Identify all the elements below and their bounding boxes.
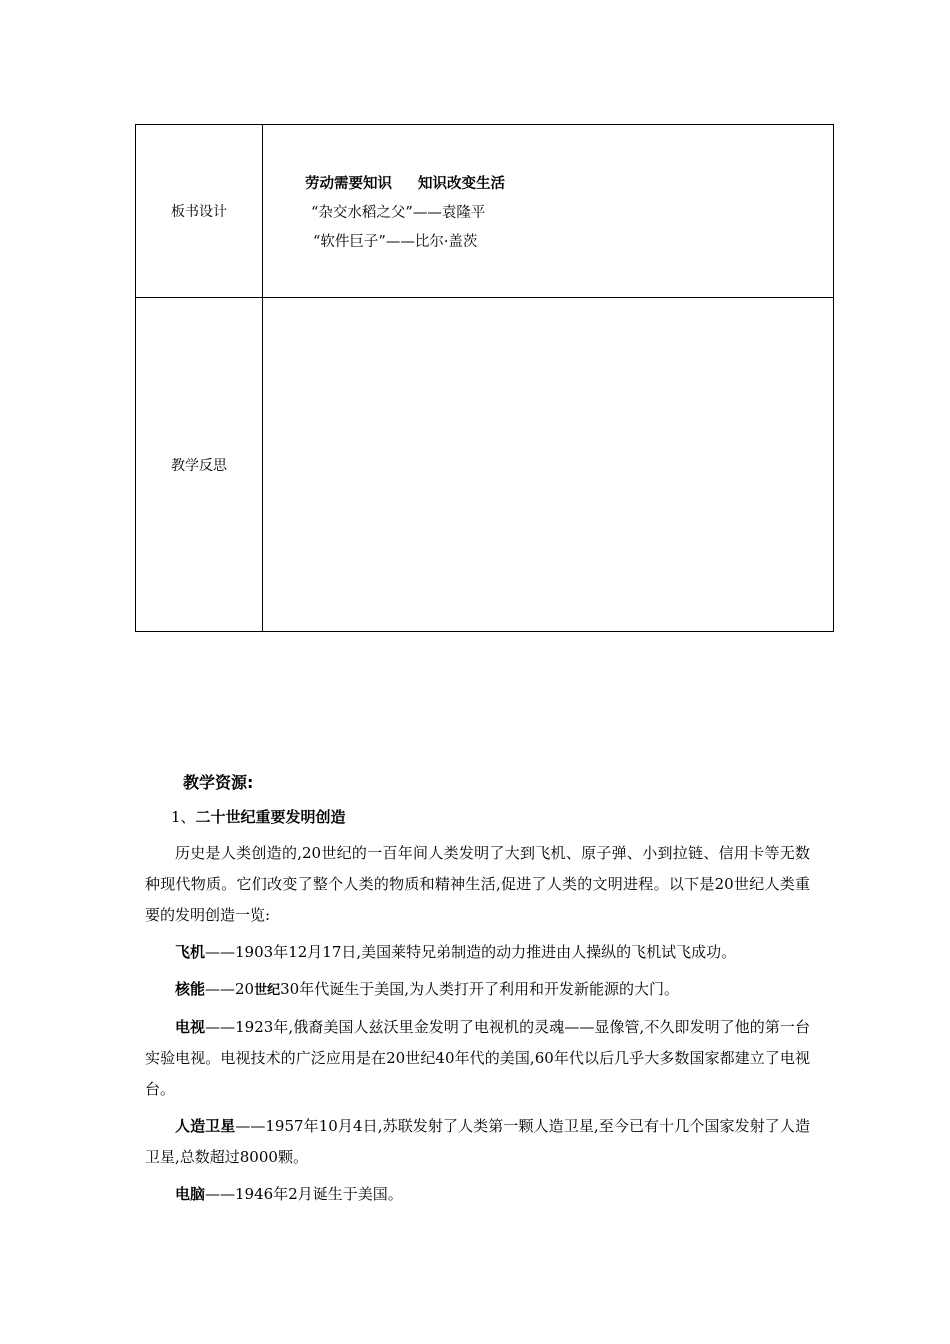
item-text: ——1923年,俄裔美国人兹沃里金发明了电视机的灵魂——显像管,不久即发明了他的第一台实验电视。电视技术的广泛应用是在20世纪40年代的美国,60年代以后几乎大多数国家都建立了电视台。 [145, 1018, 810, 1098]
board-heading-left: 劳动需要知识 [305, 176, 392, 192]
board-design-label: 板书设计 [136, 125, 263, 298]
item-term: 电脑 [175, 1185, 206, 1203]
resources-title: 教学资源: [183, 773, 254, 792]
lesson-plan-table [135, 124, 834, 632]
item-century: 世纪 [254, 983, 281, 998]
board-line-gates: “软件巨子”——比尔·盖茨 [313, 234, 478, 250]
list-item [145, 937, 810, 968]
item-prefix: ——20 [205, 980, 255, 998]
list-item [145, 1111, 810, 1173]
item-text: ——1946年2月诞生于美国。 [205, 1185, 403, 1203]
list-item [145, 974, 810, 1006]
list-item [145, 1012, 810, 1105]
teaching-resources [145, 770, 810, 1210]
section-title: 二十世纪重要发明创造 [195, 808, 346, 826]
item-term: 电视 [175, 1018, 206, 1036]
board-design-content [263, 125, 834, 298]
teaching-reflection-content [263, 298, 834, 632]
item-term: 飞机 [175, 943, 206, 961]
board-heading-right: 知识改变生活 [418, 176, 505, 192]
board-line-yuan: “杂交水稻之父”——袁隆平 [311, 205, 486, 221]
intro-paragraph: 历史是人类创造的,20世纪的一百年间人类发明了大到飞机、原子弹、小到拉链、信用卡等无数种现代物质。它们改变了整个人类的物质和精神生活,促进了人类的文明进程。以下是20世纪人类重要的发明创造一览: [145, 844, 810, 924]
board-heading [305, 170, 505, 199]
list-item [145, 1179, 810, 1210]
table-row [136, 125, 834, 298]
item-text: ——1957年10月4日,苏联发射了人类第一颗人造卫星,至今已有十几个国家发射了人造卫星,总数超过8000颗。 [145, 1117, 810, 1166]
section-heading [171, 806, 810, 828]
board-text [305, 170, 505, 257]
item-text: ——1903年12月17日,美国莱特兄弟制造的动力推进由人操纵的飞机试飞成功。 [205, 943, 737, 961]
table-row [136, 298, 834, 632]
item-term: 人造卫星 [175, 1117, 236, 1135]
teaching-reflection-label: 教学反思 [136, 298, 263, 632]
section-number: 1、 [171, 808, 196, 826]
item-text: 30年代诞生于美国,为人类打开了利用和开发新能源的大门。 [280, 980, 679, 998]
item-term: 核能 [175, 980, 206, 998]
